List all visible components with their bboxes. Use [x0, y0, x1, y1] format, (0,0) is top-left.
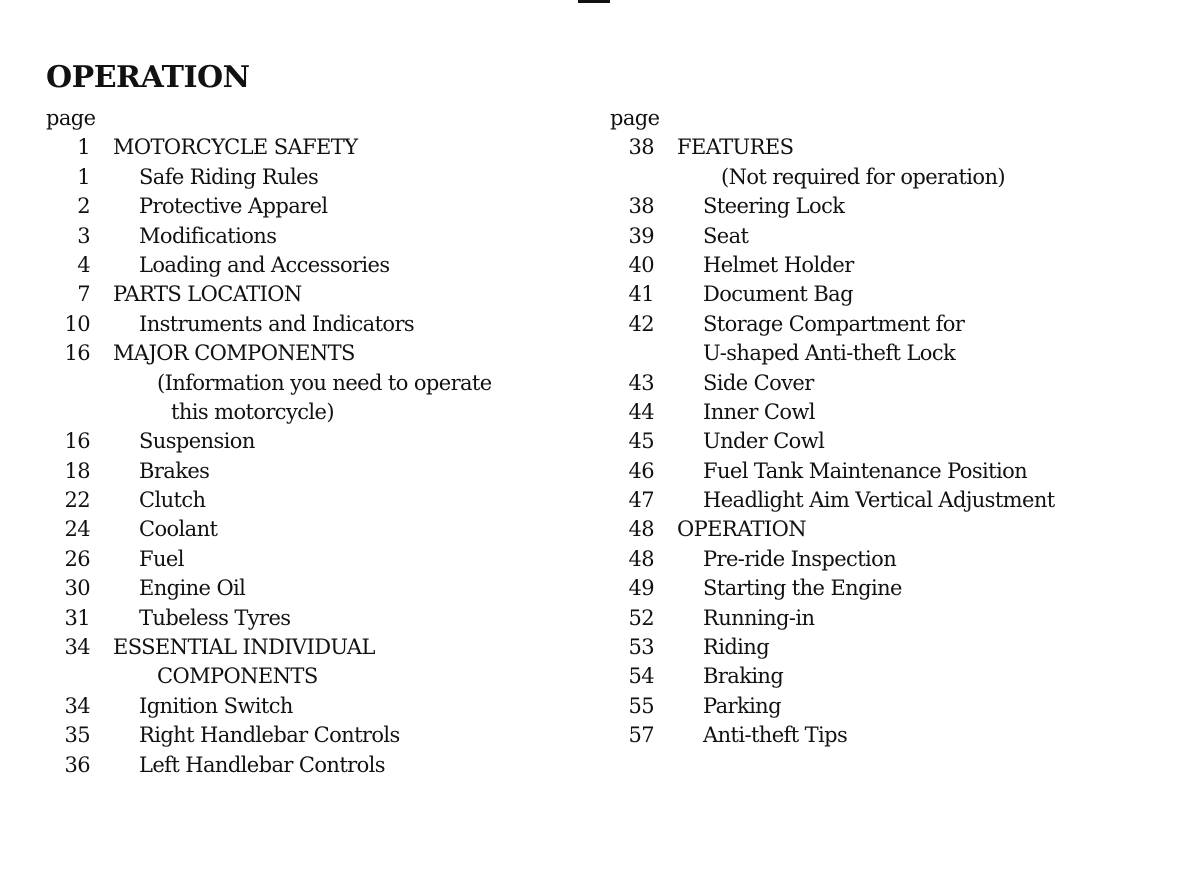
- toc-entry: [46, 339, 586, 368]
- toc-entry: [610, 662, 1190, 691]
- toc-entry-text: Anti-theft Tips: [703, 723, 848, 748]
- toc-entry-text: Coolant: [139, 517, 218, 542]
- toc-column-left: [46, 104, 586, 780]
- toc-entry-text: Fuel: [139, 546, 184, 571]
- toc-entry: [610, 515, 1190, 544]
- toc-page-number: 7: [77, 282, 90, 307]
- toc-page-number: 44: [628, 399, 654, 424]
- toc-page-number: 38: [628, 194, 654, 219]
- toc-entry-text: Safe Riding Rules: [139, 164, 319, 189]
- toc-entry: [46, 398, 586, 427]
- toc-entry: [46, 280, 586, 309]
- toc-entry-text: ESSENTIAL INDIVIDUAL: [113, 635, 375, 660]
- toc-page-number: [46, 662, 90, 691]
- toc-page-number: 49: [628, 576, 654, 601]
- toc-entry-text: Riding: [703, 635, 770, 660]
- toc-page-number: [46, 369, 90, 398]
- toc-page-number: [46, 398, 90, 427]
- toc-page-number: 45: [628, 429, 654, 454]
- toc-page-number: 30: [64, 576, 90, 601]
- toc-entry-text: PARTS LOCATION: [113, 282, 302, 307]
- toc-page-number: 4: [77, 252, 90, 277]
- toc-entry: [610, 133, 1190, 162]
- toc-page-number: 43: [628, 370, 654, 395]
- toc-entry: [46, 633, 586, 662]
- toc-entry: [610, 280, 1190, 309]
- toc-entry-text: Helmet Holder: [703, 252, 854, 277]
- toc-entry: [610, 369, 1190, 398]
- toc-entry-text: Protective Apparel: [139, 194, 328, 219]
- toc-entry-text: Ignition Switch: [139, 693, 293, 718]
- toc-page-number: 10: [64, 311, 90, 336]
- toc-entry-text: Right Handlebar Controls: [139, 723, 400, 748]
- toc-entries-left: [46, 133, 586, 780]
- page-column-label: page: [610, 106, 660, 130]
- toc-page-number: 42: [628, 311, 654, 336]
- toc-page-number: [610, 339, 654, 368]
- toc-entry: [46, 427, 586, 456]
- toc-page-number: 1: [77, 135, 90, 160]
- toc-page-number: 31: [64, 605, 90, 630]
- toc-page-number: 16: [64, 429, 90, 454]
- toc-entry-text: FEATURES: [677, 135, 794, 160]
- toc-entry: [46, 721, 586, 750]
- toc-entry: [46, 369, 586, 398]
- toc-page-number: 16: [64, 341, 90, 366]
- toc-page-number: 53: [628, 635, 654, 660]
- toc-entry-text: Seat: [703, 223, 749, 248]
- toc-entry-text: Tubeless Tyres: [139, 605, 291, 630]
- toc-entry-text: Modifications: [139, 223, 277, 248]
- toc-entry: [46, 163, 586, 192]
- toc-entry: [610, 486, 1190, 515]
- toc-entry: [46, 662, 586, 691]
- toc-entry-text: Running-in: [703, 605, 815, 630]
- toc-page-number: 2: [77, 194, 90, 219]
- toc-entry-text: Pre-ride Inspection: [703, 546, 897, 571]
- toc-entry-text: Suspension: [139, 429, 255, 454]
- toc-entry: [610, 192, 1190, 221]
- toc-page-number: 26: [64, 546, 90, 571]
- toc-entry-text: Under Cowl: [703, 429, 825, 454]
- toc-entry: [610, 427, 1190, 456]
- toc-entry-text: (Information you need to operate: [157, 370, 492, 395]
- toc-page-number: 18: [64, 458, 90, 483]
- toc-page-number: 46: [628, 458, 654, 483]
- toc-entry-text: Headlight Aim Vertical Adjustment: [703, 488, 1055, 513]
- toc-page-number: 22: [64, 488, 90, 513]
- toc-entry: [46, 515, 586, 544]
- toc-entry: [610, 633, 1190, 662]
- toc-entry-text: Parking: [703, 693, 781, 718]
- toc-entry: [46, 751, 586, 780]
- toc-page-number: 24: [64, 517, 90, 542]
- toc-entry-text: (Not required for operation): [721, 164, 1005, 189]
- toc-entry: [46, 222, 586, 251]
- toc-entry: [610, 545, 1190, 574]
- toc-entry: [610, 721, 1190, 750]
- toc-entry: [610, 251, 1190, 280]
- section-title: OPERATION: [46, 60, 250, 95]
- toc-entries-right: [610, 133, 1190, 750]
- toc-entry-text: Inner Cowl: [703, 399, 815, 424]
- toc-entry: [610, 692, 1190, 721]
- toc-entry-text: COMPONENTS: [157, 664, 318, 689]
- toc-entry-text: Braking: [703, 664, 784, 689]
- toc-entry: [610, 574, 1190, 603]
- toc-entry-text: Instruments and Indicators: [139, 311, 415, 336]
- toc-entry-text: Storage Compartment for: [703, 311, 965, 336]
- toc-entry-text: Document Bag: [703, 282, 853, 307]
- toc-page-number: [610, 163, 654, 192]
- toc-entry-text: Fuel Tank Maintenance Position: [703, 458, 1028, 483]
- toc-page-number: 57: [628, 723, 654, 748]
- toc-page-number: 40: [628, 252, 654, 277]
- toc-page-number: 38: [628, 135, 654, 160]
- toc-entry-text: OPERATION: [677, 517, 806, 542]
- toc-page-number: 55: [628, 693, 654, 718]
- page-column-label: page: [46, 106, 96, 130]
- toc-entry: [610, 398, 1190, 427]
- toc-entry-text: Clutch: [139, 488, 206, 513]
- toc-entry: [46, 486, 586, 515]
- toc-page-number: 48: [628, 517, 654, 542]
- toc-page-number: 41: [628, 282, 654, 307]
- toc-entry: [46, 310, 586, 339]
- top-edge-mark: [578, 0, 610, 3]
- toc-page-number: 35: [64, 723, 90, 748]
- toc-entry-text: Starting the Engine: [703, 576, 902, 601]
- toc-page-number: 34: [64, 693, 90, 718]
- toc-entry-text: Steering Lock: [703, 194, 845, 219]
- toc-entry: [46, 251, 586, 280]
- toc-entry: [610, 163, 1190, 192]
- toc-entry: [610, 310, 1190, 339]
- toc-entry: [610, 604, 1190, 633]
- toc-entry-text: Engine Oil: [139, 576, 246, 601]
- toc-entry: [46, 692, 586, 721]
- toc-page-number: 54: [628, 664, 654, 689]
- toc-entry: [610, 457, 1190, 486]
- toc-entry-text: Brakes: [139, 458, 210, 483]
- toc-entry: [46, 192, 586, 221]
- toc-entry: [610, 339, 1190, 368]
- toc-entry-text: U-shaped Anti-theft Lock: [703, 341, 956, 366]
- toc-page-number: 1: [77, 164, 90, 189]
- toc-page-number: 48: [628, 546, 654, 571]
- toc-page-number: 47: [628, 488, 654, 513]
- toc-entry-text: this motorcycle): [171, 399, 334, 424]
- toc-entry: [46, 604, 586, 633]
- toc-entry: [46, 545, 586, 574]
- toc-column-right: [610, 104, 1190, 751]
- toc-entry: [46, 133, 586, 162]
- toc-entry: [610, 222, 1190, 251]
- toc-entry-text: MOTORCYCLE SAFETY: [113, 135, 358, 160]
- toc-page-number: 36: [64, 752, 90, 777]
- toc-page-number: 3: [77, 223, 90, 248]
- toc-entry-text: Side Cover: [703, 370, 814, 395]
- toc-entry-text: Left Handlebar Controls: [139, 752, 385, 777]
- toc-entry-text: Loading and Accessories: [139, 252, 390, 277]
- toc-entry: [46, 457, 586, 486]
- toc-page-number: 52: [628, 605, 654, 630]
- toc-page-number: 34: [64, 635, 90, 660]
- toc-entry: [46, 574, 586, 603]
- toc-page-number: 39: [628, 223, 654, 248]
- toc-entry-text: MAJOR COMPONENTS: [113, 341, 355, 366]
